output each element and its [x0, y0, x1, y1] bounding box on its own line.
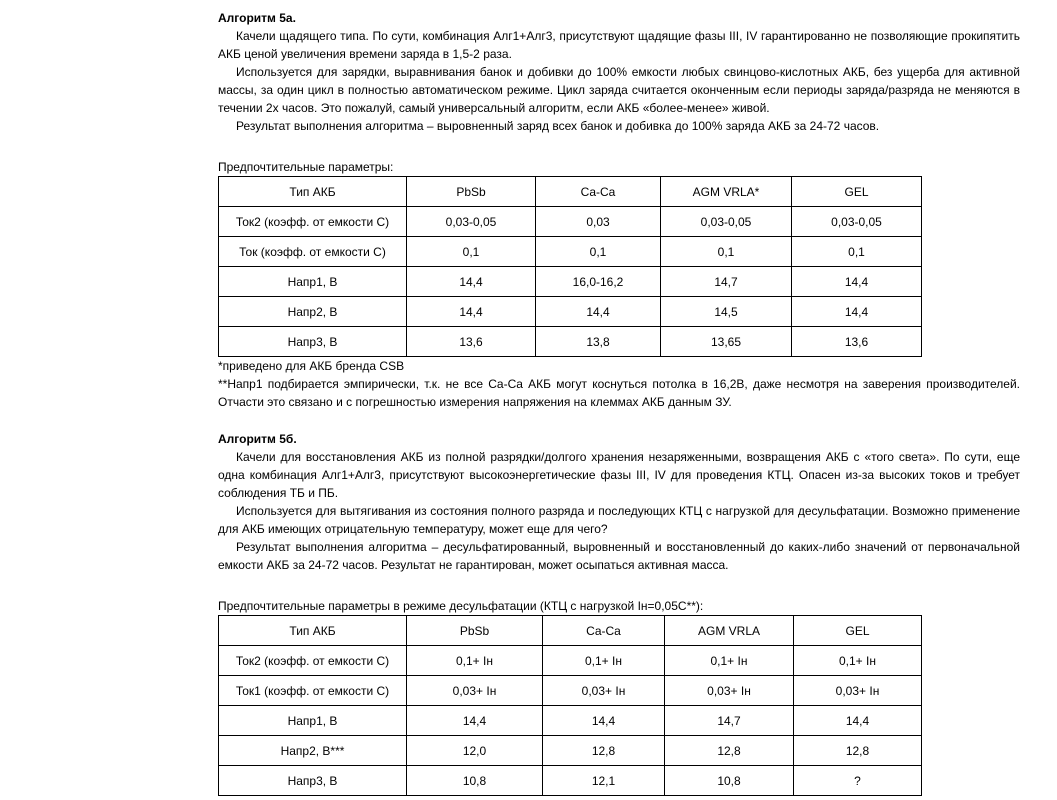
section-b-params-table [218, 615, 922, 796]
table-cell: 0,03+ Iн [543, 676, 665, 706]
table-cell: 0,03-0,05 [407, 207, 536, 237]
section-a-paragraph-3: Результат выполнения алгоритма – выровненный заряд всех банок и добивка до 100% заряда АКБ за 24-72 часов. [236, 119, 880, 133]
table-cell: 14,4 [792, 297, 922, 327]
table-cell: 13,6 [407, 327, 536, 357]
table-cell: 0,1 [536, 237, 661, 267]
table-cell: Напр3, В [219, 766, 407, 796]
table-cell: 10,8 [407, 766, 543, 796]
table-cell: 14,4 [536, 297, 661, 327]
table-cell: 0,03-0,05 [792, 207, 922, 237]
table-cell: Напр2, В [219, 297, 407, 327]
section-b-table-caption: Предпочтительные параметры в режиме десульфатации (КТЦ с нагрузкой Iн=0,05С**): [218, 599, 704, 613]
table-cell: 13,65 [661, 327, 792, 357]
table-row [219, 736, 922, 766]
document-body [218, 0, 1020, 796]
table-cell: 12,8 [665, 736, 794, 766]
table-cell: 0,03+ Iн [407, 676, 543, 706]
table-row [219, 676, 922, 706]
table-cell: 0,1 [661, 237, 792, 267]
table-cell: 0,1+ Iн [794, 646, 922, 676]
table-cell: 0,1+ Iн [665, 646, 794, 676]
table-cell: Напр2, В*** [219, 736, 407, 766]
table-header-cell: PbSb [407, 177, 536, 207]
section-a-heading: Алгоритм 5а. [218, 11, 296, 25]
table-cell: 14,4 [407, 706, 543, 736]
section-a-note-2: **Напр1 подбирается эмпирически, т.к. не все Ca-Ca АКБ могут коснуться потолка в 16,2В, даже несмотря на заверения производителей. Отчасти это связано и с погрешностью измерения напряжения на клеммах АКБ данным ЗУ. [218, 377, 1020, 409]
table-cell: 14,4 [407, 267, 536, 297]
table-cell: Ток1 (коэфф. от емкости С) [219, 676, 407, 706]
table-cell: 0,1 [407, 237, 536, 267]
section-a-note-1: *приведено для АКБ бренда CSB [218, 359, 405, 373]
table-header-cell: AGM VRLA [665, 616, 794, 646]
table-cell: 14,4 [794, 706, 922, 736]
table-row [219, 706, 922, 736]
table-cell: 13,8 [536, 327, 661, 357]
table-cell: Напр1, В [219, 267, 407, 297]
table-cell: Ток2 (коэфф. от емкости С) [219, 207, 407, 237]
table-cell: Ток2 (коэфф. от емкости С) [219, 646, 407, 676]
table-header-cell: PbSb [407, 616, 543, 646]
table-header-cell: Тип АКБ [219, 177, 407, 207]
section-b-paragraph-3: Результат выполнения алгоритма – десульфатированный, выровненный и восстановленный до каких-либо значений от первоначальной емкости АКБ за 24-72 часов. Результат не гарантирован, может осыпаться активная масса. [218, 540, 1020, 572]
table-header-row [219, 177, 922, 207]
table-cell: 10,8 [665, 766, 794, 796]
table-header-cell: Ca-Ca [543, 616, 665, 646]
table-row [219, 327, 922, 357]
table-header-cell: GEL [794, 616, 922, 646]
table-cell: 12,8 [543, 736, 665, 766]
table-cell: Напр1, В [219, 706, 407, 736]
table-cell: 14,7 [665, 706, 794, 736]
table-row [219, 237, 922, 267]
table-row [219, 267, 922, 297]
table-cell: ? [794, 766, 922, 796]
table-cell: 14,4 [407, 297, 536, 327]
table-cell: 0,1+ Iн [543, 646, 665, 676]
table-cell: 12,0 [407, 736, 543, 766]
table-cell: 12,8 [794, 736, 922, 766]
section-a-params-table [218, 176, 922, 357]
table-cell: 14,7 [661, 267, 792, 297]
table-header-row [219, 616, 922, 646]
table-cell: 0,03+ Iн [665, 676, 794, 706]
table-row [219, 766, 922, 796]
table-row [219, 207, 922, 237]
section-b-heading: Алгоритм 5б. [218, 432, 297, 446]
table-cell: 12,1 [543, 766, 665, 796]
table-header-cell: AGM VRLA* [661, 177, 792, 207]
section-b-paragraph-1: Качели для восстановления АКБ из полной разрядки/долгого хранения незаряженными, возвращения АКБ с «того света». По сути, еще одна комбинация Алг1+Алг3, присутствуют высокоэнергетические фазы III, IV для проведения КТЦ. Опасен из-за высоких токов и требует соблюдения ТБ и ПБ. [218, 450, 1020, 500]
table-cell: 0,03-0,05 [661, 207, 792, 237]
section-a-table-caption: Предпочтительные параметры: [218, 160, 394, 174]
table-row [219, 646, 922, 676]
table-cell: 13,6 [792, 327, 922, 357]
table-cell: 14,4 [543, 706, 665, 736]
table-header-cell: Тип АКБ [219, 616, 407, 646]
section-a-paragraph-1: Качели щадящего типа. По сути, комбинация Алг1+Алг3, присутствуют щадящие фазы III, IV гарантированно не позволяющие прокипятить АКБ ценой увеличения времени заряда в 1,5-2 раза. [218, 29, 1020, 61]
table-cell: 16,0-16,2 [536, 267, 661, 297]
table-cell: 0,03+ Iн [794, 676, 922, 706]
table-row [219, 297, 922, 327]
table-cell: 0,1 [792, 237, 922, 267]
table-header-cell: Ca-Ca [536, 177, 661, 207]
table-cell: Напр3, В [219, 327, 407, 357]
table-cell: 14,5 [661, 297, 792, 327]
table-header-cell: GEL [792, 177, 922, 207]
section-b-paragraph-2: Используется для вытягивания из состояния полного разряда и последующих КТЦ с нагрузкой для десульфатации. Возможно применение для АКБ имеющих отрицательную температуру, может еще для чего? [218, 504, 1020, 536]
table-cell: 14,4 [792, 267, 922, 297]
section-a-paragraph-2: Используется для зарядки, выравнивания банок и добивки до 100% емкости любых свинцово-кислотных АКБ, без ущерба для активной массы, за один цикл в полностью автоматическом режиме. Цикл заряда считается оконченным если периоды заряда/разряда не меняются в течении 2х часов. Это пожалуй, самый универсальный алгоритм, если АКБ «более-менее» живой. [218, 65, 1020, 115]
table-cell: 0,1+ Iн [407, 646, 543, 676]
table-cell: Ток (коэфф. от емкости С) [219, 237, 407, 267]
table-cell: 0,03 [536, 207, 661, 237]
